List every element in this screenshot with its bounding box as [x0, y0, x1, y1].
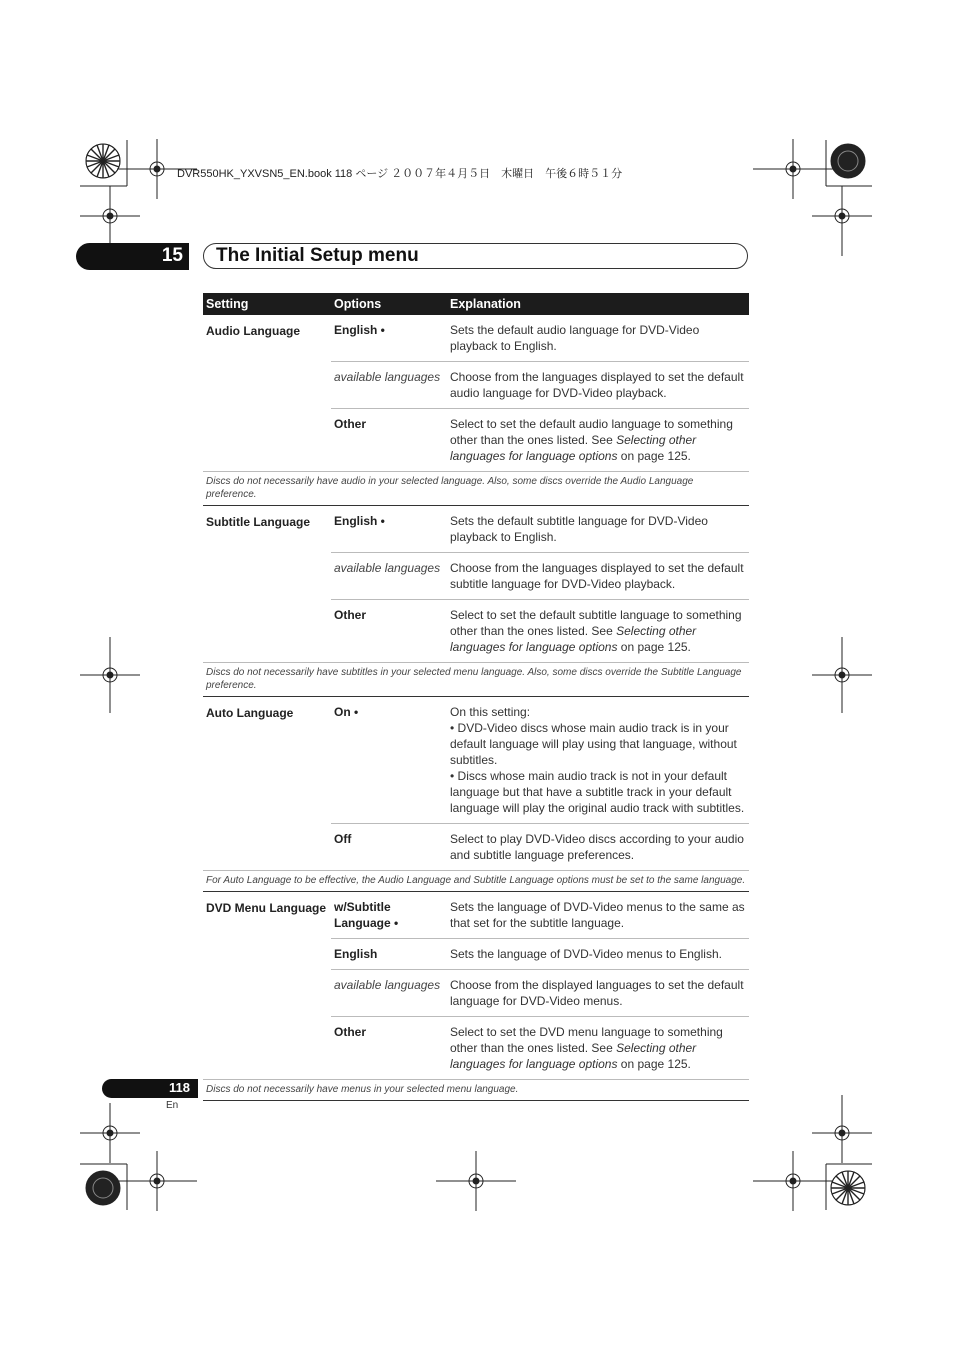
option-explanation: [447, 513, 749, 545]
option-explanation: [447, 704, 749, 816]
option-name: Other: [334, 417, 367, 431]
explanation-text: Select to play DVD-Video discs according to your audio and subtitle language preferences.: [450, 832, 744, 862]
page-reference: on page 125.: [617, 1057, 691, 1071]
option-row: [331, 823, 749, 870]
option-name: English •: [334, 514, 385, 528]
option-row: [331, 1016, 749, 1079]
option-row: [331, 697, 749, 823]
setting-group: [203, 697, 749, 870]
option-name: available languages: [334, 561, 441, 575]
print-header: DVR550HK_YXVSN5_EN.book 118 ページ ２００７年４月５日 木曜日 午後６時５１分: [177, 168, 623, 180]
group-note: Discs do not necessarily have subtitles in your selected menu language. Also, some discs override the Subtitle Language preference.: [203, 662, 749, 697]
header-explanation: Explanation: [450, 297, 521, 311]
option-row: [331, 892, 749, 938]
page-reference: on page 125.: [617, 640, 691, 654]
table-body: [203, 315, 749, 1101]
setup-table: [203, 293, 749, 1101]
option-name: On •: [334, 705, 359, 719]
option-row: [331, 599, 749, 662]
option-explanation: [447, 607, 749, 655]
explanation-text: Choose from the displayed languages to set the default language for DVD-Video menus.: [450, 978, 744, 1008]
option-name: Other: [334, 1025, 367, 1039]
header-options: Options: [334, 297, 382, 311]
cross-reference: Selecting other languages for language options: [450, 624, 697, 654]
explanation-text: Select to set the default subtitle language to something other than the ones listed. See: [450, 608, 742, 638]
page-language: En: [166, 1100, 179, 1111]
option-row: [331, 969, 749, 1016]
page-number: 118: [169, 1080, 190, 1095]
page-reference: on page 125.: [617, 449, 691, 463]
option-row: [331, 315, 749, 361]
explanation-text: Choose from the languages displayed to set the default subtitle language for DVD-Video playback.: [450, 561, 744, 591]
option-explanation: [447, 416, 749, 464]
option-name: Off: [334, 832, 352, 846]
option-explanation: [447, 946, 749, 962]
explanation-text: On this setting:: [450, 705, 531, 719]
setting-name: Audio Language: [206, 324, 300, 338]
explanation-text: Sets the language of DVD-Video menus to English.: [450, 947, 722, 961]
option-name: English •: [334, 323, 385, 337]
option-row: [331, 938, 749, 969]
explanation-text: Select to set the DVD menu language to something other than the ones listed. See: [450, 1025, 723, 1055]
bullet-item: • DVD-Video discs whose main audio track is in your default language will play using that language, without subtitles.: [450, 721, 737, 767]
explanation-text: Select to set the default audio language to something other than the ones listed. See: [450, 417, 733, 447]
option-name: available languages: [334, 978, 441, 992]
page-number-tab: [102, 1079, 198, 1098]
setting-name: DVD Menu Language: [206, 901, 327, 915]
setting-group: [203, 315, 749, 471]
setting-name: Auto Language: [206, 706, 294, 720]
table-header: [203, 293, 749, 315]
cross-reference: Selecting other languages for language options: [450, 433, 697, 463]
option-name: available languages: [334, 370, 441, 384]
bullet-item: • Discs whose main audio track is not in your default language but that have a subtitle track in your default language will play the original audio track with subtitles.: [450, 769, 745, 815]
option-name: w/Subtitle Language •: [334, 900, 399, 930]
setting-group: [203, 506, 749, 662]
setting-group: [203, 892, 749, 1079]
option-row: [331, 552, 749, 599]
option-explanation: [447, 560, 749, 592]
chapter-title-box: [203, 243, 748, 269]
group-note: Discs do not necessarily have audio in your selected language. Also, some discs override the Audio Language preference.: [203, 471, 749, 506]
option-name: Other: [334, 608, 367, 622]
option-explanation: [447, 977, 749, 1009]
option-row: [331, 361, 749, 408]
explanation-text: Choose from the languages displayed to set the default audio language for DVD-Video playback.: [450, 370, 744, 400]
option-explanation: [447, 899, 749, 931]
explanation-text: Sets the default audio language for DVD-Video playback to English.: [450, 323, 700, 353]
option-name: English: [334, 947, 378, 961]
chapter-number: 15: [161, 245, 183, 266]
option-row: [331, 408, 749, 471]
explanation-text: Sets the default subtitle language for DVD-Video playback to English.: [450, 514, 708, 544]
group-note: For Auto Language to be effective, the Audio Language and Subtitle Language options must be set to the same language.: [203, 870, 749, 892]
option-explanation: [447, 369, 749, 401]
setting-name: Subtitle Language: [206, 515, 311, 529]
header-setting: Setting: [206, 297, 249, 311]
option-explanation: [447, 831, 749, 863]
explanation-text: Sets the language of DVD-Video menus to the same as that set for the subtitle language.: [450, 900, 745, 930]
chapter-title: The Initial Setup menu: [216, 245, 419, 266]
option-row: [331, 506, 749, 552]
option-explanation: [447, 1024, 749, 1072]
cross-reference: Selecting other languages for language options: [450, 1041, 697, 1071]
chapter-tab: [76, 243, 189, 270]
group-note: Discs do not necessarily have menus in your selected menu language.: [203, 1079, 749, 1101]
option-explanation: [447, 322, 749, 354]
